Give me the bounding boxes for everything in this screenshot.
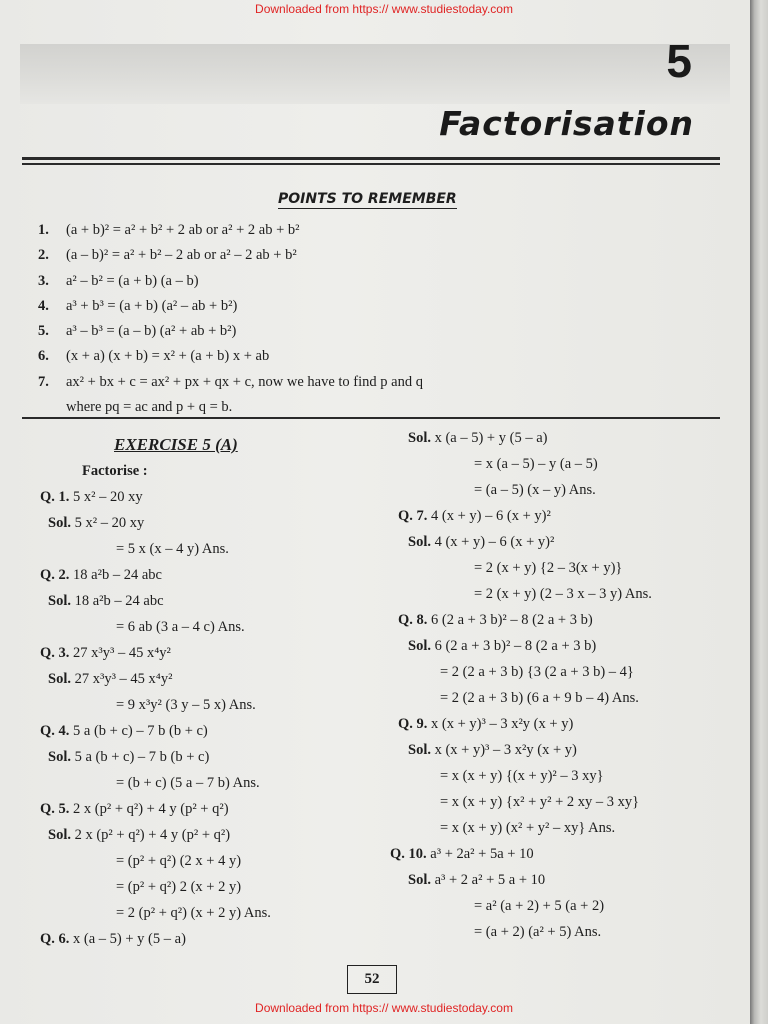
question-line — [398, 503, 652, 529]
line-text: = 2 (2 a + 3 b) (6 a + 9 b – 4) Ans. — [440, 690, 639, 706]
point-number: 4. — [38, 297, 49, 314]
line-text: 6 (2 a + 3 b)² – 8 (2 a + 3 b) — [434, 638, 597, 654]
line-text: = 9 x³y² (3 y – 5 x) Ans. — [116, 697, 256, 713]
page-number: 52 — [347, 965, 397, 994]
line-text: = 6 ab (3 a – 4 c) Ans. — [116, 619, 245, 635]
step-line — [398, 581, 652, 607]
watermark-top[interactable]: Downloaded from https:// www.studiestoday.com — [255, 2, 513, 16]
step-line — [40, 874, 271, 900]
point-item — [38, 344, 423, 369]
line-label: Sol. — [408, 638, 431, 654]
line-text: x (a – 5) + y (5 – a) — [73, 931, 186, 947]
question-line — [398, 607, 652, 633]
points-list — [38, 218, 423, 420]
line-text: = (b + c) (5 a – 7 b) Ans. — [116, 775, 260, 791]
instruction: Factorise : — [82, 463, 148, 479]
line-text: = a² (a + 2) + 5 (a + 2) — [474, 898, 605, 914]
line-text: = 2 (p² + q²) (x + 2 y) Ans. — [116, 905, 271, 921]
point-number: 1. — [38, 222, 49, 238]
question-line — [40, 718, 271, 744]
question-line — [40, 484, 271, 510]
line-text: = x (a – 5) – y (a – 5) — [474, 456, 598, 472]
line-text: = x (x + y) {x² + y² + 2 xy – 3 xy} — [440, 794, 640, 810]
step-line — [398, 685, 652, 711]
line-label: Q. 1. — [40, 489, 70, 505]
point-item — [38, 370, 423, 395]
step-line — [398, 893, 652, 919]
point-item — [38, 243, 423, 268]
line-label: Q. 7. — [398, 508, 428, 524]
step-line — [398, 477, 652, 503]
line-text: = 5 x (x – 4 y) Ans. — [116, 541, 229, 557]
line-label: Sol. — [48, 671, 71, 687]
chapter-number: 5 — [666, 35, 692, 87]
line-text: 2 x (p² + q²) + 4 y (p² + q²) — [74, 827, 231, 843]
line-label: Q. 8. — [398, 612, 428, 628]
line-label: Q. 4. — [40, 723, 70, 739]
line-text: 4 (x + y) – 6 (x + y)² — [434, 534, 555, 550]
line-text: = (a – 5) (x – y) Ans. — [474, 482, 596, 498]
step-line — [398, 815, 652, 841]
line-text: a³ + 2 a² + 5 a + 10 — [434, 872, 546, 888]
title-rule-bottom — [22, 163, 720, 165]
line-text: = (p² + q²) 2 (x + 2 y) — [116, 879, 242, 895]
solution-line — [40, 588, 271, 614]
line-text: = x (x + y) {(x + y)² – 3 xy} — [440, 768, 604, 784]
step-line — [398, 451, 652, 477]
line-text: = (a + 2) (a² + 5) Ans. — [474, 924, 602, 940]
left-column — [40, 432, 271, 952]
step-line — [40, 536, 271, 562]
line-label: Sol. — [48, 749, 71, 765]
step-line — [398, 555, 652, 581]
line-text: x (x + y)³ – 3 x²y (x + y) — [431, 716, 574, 732]
right-column — [390, 425, 652, 945]
step-line — [40, 848, 271, 874]
step-line — [40, 614, 271, 640]
solution-line — [40, 510, 271, 536]
line-text: 5 a (b + c) – 7 b (b + c) — [73, 723, 208, 739]
line-text: 18 a²b – 24 abc — [74, 593, 164, 609]
line-text: = 2 (2 a + 3 b) {3 (2 a + 3 b) – 4} — [440, 664, 634, 680]
line-label: Sol. — [408, 430, 431, 446]
point-item — [38, 294, 423, 319]
question-line — [40, 640, 271, 666]
line-text: = 2 (x + y) (2 – 3 x – 3 y) Ans. — [474, 586, 652, 602]
line-text: = 2 (x + y) {2 – 3(x + y)} — [474, 560, 623, 576]
point-number: 2. — [38, 247, 49, 264]
line-text: 5 a (b + c) – 7 b (b + c) — [74, 749, 210, 765]
solution-line — [40, 666, 271, 692]
line-label: Q. 6. — [40, 931, 70, 947]
chapter-title: Factorisation — [439, 104, 694, 143]
exercise-title: EXERCISE 5 (A) — [114, 435, 238, 454]
question-line — [40, 796, 271, 822]
point-text: (a – b)² = a² + b² – 2 ab or a² – 2 ab + b² — [66, 247, 297, 264]
line-label: Q. 10. — [390, 846, 427, 862]
line-label: Sol. — [48, 515, 71, 531]
point-number: 7. — [38, 373, 49, 390]
step-line — [398, 919, 652, 945]
question-line — [398, 711, 652, 737]
line-label: Sol. — [48, 593, 71, 609]
page-fold — [750, 0, 768, 1024]
line-text: 5 x² – 20 xy — [73, 489, 143, 505]
line-text: x (x + y)³ – 3 x²y (x + y) — [434, 742, 577, 758]
solution-line — [40, 822, 271, 848]
step-line — [398, 789, 652, 815]
point-text: a³ – b³ = (a – b) (a² + ab + b²) — [66, 323, 237, 340]
solution-line — [398, 867, 652, 893]
line-text: 6 (2 a + 3 b)² – 8 (2 a + 3 b) — [431, 612, 593, 628]
header-band — [20, 44, 730, 104]
question-line — [390, 841, 652, 867]
point-text: where pq = ac and p + q = b. — [66, 399, 233, 416]
solution-line — [40, 744, 271, 770]
step-line — [40, 900, 271, 926]
line-text: 2 x (p² + q²) + 4 y (p² + q²) — [73, 801, 229, 817]
title-rule-top — [22, 157, 720, 160]
watermark-bottom[interactable]: Downloaded from https:// www.studiestoday.com — [255, 1001, 513, 1015]
solution-line — [398, 425, 652, 451]
step-line — [40, 770, 271, 796]
line-text: = (p² + q²) (2 x + 4 y) — [116, 853, 242, 869]
point-text: a² – b² = (a + b) (a – b) — [66, 272, 199, 289]
point-item — [38, 218, 423, 243]
point-number: 3. — [38, 272, 49, 289]
line-label: Sol. — [408, 534, 431, 550]
line-label: Q. 3. — [40, 645, 70, 661]
point-text: (a + b)² = a² + b² + 2 ab or a² + 2 ab + b² — [66, 222, 300, 238]
step-line — [398, 659, 652, 685]
line-text: x (a – 5) + y (5 – a) — [434, 430, 548, 446]
line-label: Sol. — [408, 742, 431, 758]
line-label: Q. 9. — [398, 716, 428, 732]
line-label: Sol. — [48, 827, 71, 843]
point-item — [38, 269, 423, 294]
step-line — [398, 763, 652, 789]
point-number: 5. — [38, 323, 49, 340]
question-line — [40, 926, 271, 952]
point-number: 6. — [38, 348, 49, 365]
line-text: a³ + 2a² + 5a + 10 — [430, 846, 534, 862]
line-label: Q. 2. — [40, 567, 70, 583]
point-text: ax² + bx + c = ax² + px + qx + c, now we have to find p and q — [66, 373, 423, 390]
section-divider — [22, 417, 720, 419]
line-text: 5 x² – 20 xy — [74, 515, 145, 531]
question-line — [40, 562, 271, 588]
points-title: POINTS TO REMEMBER — [278, 191, 457, 207]
line-text: 27 x³y³ – 45 x⁴y² — [73, 645, 171, 661]
solution-line — [398, 633, 652, 659]
solution-line — [398, 529, 652, 555]
line-label: Sol. — [408, 872, 431, 888]
point-text: a³ + b³ = (a + b) (a² – ab + b²) — [66, 297, 238, 314]
line-text: 18 a²b – 24 abc — [73, 567, 162, 583]
step-line — [40, 692, 271, 718]
line-text: 27 x³y³ – 45 x⁴y² — [74, 671, 173, 687]
line-label: Q. 5. — [40, 801, 70, 817]
point-item — [38, 319, 423, 344]
line-text: 4 (x + y) – 6 (x + y)² — [431, 508, 551, 524]
solution-line — [398, 737, 652, 763]
point-text: (x + a) (x + b) = x² + (a + b) x + ab — [66, 348, 270, 365]
line-text: = x (x + y) (x² + y² – xy} Ans. — [440, 820, 616, 836]
